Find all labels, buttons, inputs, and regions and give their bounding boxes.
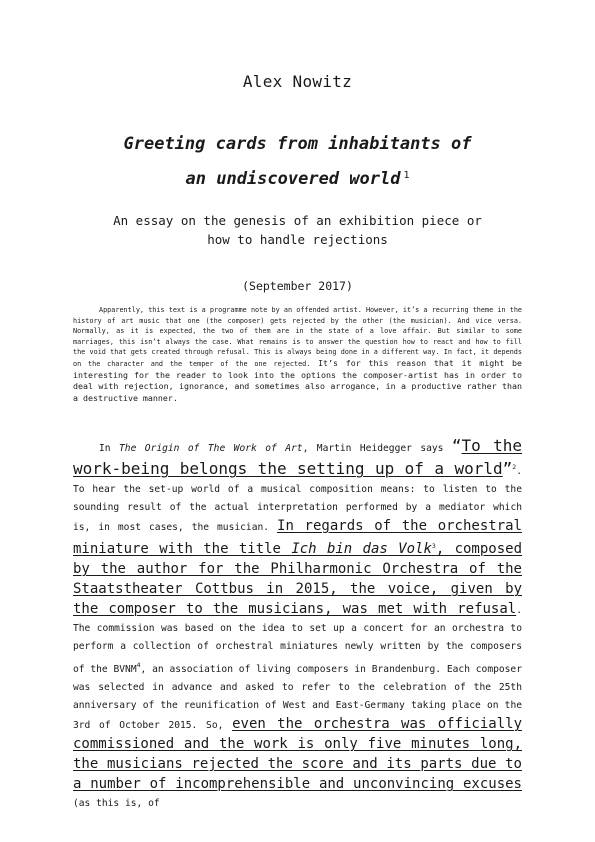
open-quote: “: [451, 436, 462, 455]
footnote-marker-2: 2: [512, 463, 517, 471]
close-quote: ”: [502, 459, 513, 478]
footnote-marker-3: 3: [431, 542, 436, 550]
body-text-run: . The commission was based on the idea to set up a concert for an orchestra to perform a collection of orchestral miniatures newly written by the composers of the BVNM: [73, 605, 522, 675]
work-title: The Origin of The Work of Art: [119, 443, 303, 454]
subtitle-line-1: An essay on the genesis of an exhibition piece or: [113, 213, 482, 228]
heidegger-quote: To the work-being belongs the setting up of a world: [73, 436, 523, 478]
underlined-text: In regards of the orchestral miniature with the title: [73, 518, 522, 557]
title-line-1: Greeting cards from inhabitants of: [123, 134, 472, 154]
abstract-text-large: It’s for this reason that it might be interesting for the reader to look into the options the composer-artist has in order to deal with rejection, ignorance, and sometimes also arrogance, in a productive rather than a destructive manner.: [73, 357, 522, 403]
body-text-run: , an association of living composers in Brandenburg. Each composer was selected in advance and asked to refer to the celebration of the 25th anniversary of the reunification of West and East-Germany taking place on the 3rd of October 2015. So,: [73, 664, 522, 731]
footnote-marker-4: 4: [136, 661, 141, 669]
subtitle-line-2: how to handle rejections: [207, 232, 388, 247]
body-text-run: , Martin Heidegger says: [302, 443, 452, 454]
underlined-passage-2: even the orchestra was officially commissioned and the work is only five minutes long, the musicians rejected the score and its parts due to a number of incomprehensible and unconvincing excuses: [73, 716, 522, 792]
title-footnote-marker: 1: [403, 170, 410, 181]
essay-date: (September 2017): [242, 279, 353, 293]
author-name: Alex Nowitz: [242, 72, 353, 91]
body-text: [73, 437, 522, 813]
title-line-2: [0, 160, 595, 195]
essay-subtitle: [0, 211, 595, 249]
body-paragraph-1: [73, 437, 522, 813]
title-line-2-text: an undiscovered world: [185, 169, 401, 189]
body-text-run: In: [99, 443, 120, 454]
body-text-run: (as this is, of: [73, 798, 160, 809]
underlined-text: , composed by the author for the Philharmonic Orchestra of the Staatstheater Cottbus in 2015, the voice, given by the composer to the musicians, was met with refusal: [73, 541, 522, 617]
abstract-paragraph: [73, 305, 522, 404]
abstract-text-small: Apparently, this text is a programme note by an offended artist. However, it’s a recurring theme in the history of art music that one (the composer) gets rejected by the other (the musician). And vice versa. Normally, as it is expected, the two of them are in the state of a love affair. But similar to some marriages, this isn’t always the case. What remains is to answer the question how to react and how to fill the void that gets created through refusal. This is always being done in a different way. In fact, it depends on the character and the temper of the one rejected.: [73, 306, 522, 368]
essay-title: [0, 128, 595, 195]
body-text-run: . To hear the set-up world of a musical composition means: to listen to the sounding result of the actual interpretation performed by a mediator which is, in most cases, the musician.: [73, 466, 522, 533]
composition-title: Ich bin das Volk: [291, 541, 432, 557]
